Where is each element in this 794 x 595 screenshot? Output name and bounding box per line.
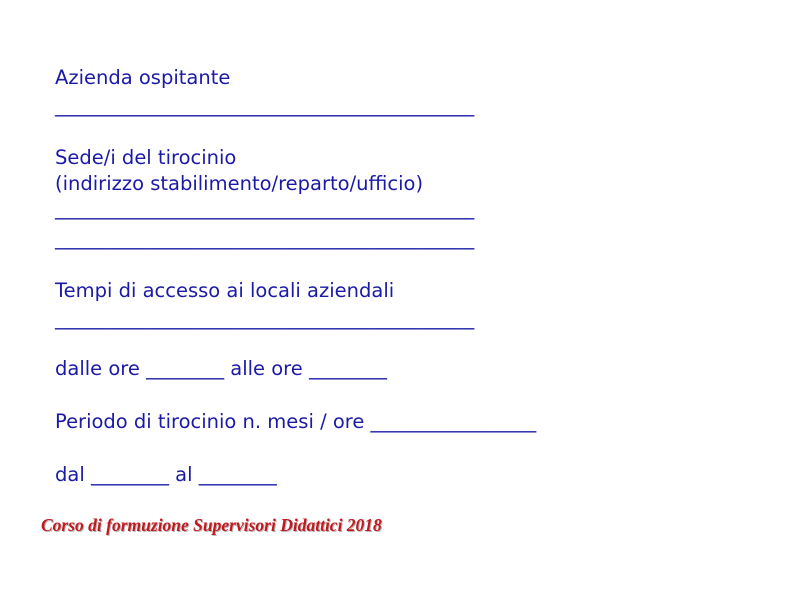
dates-line: dal ________ al ________ — [55, 463, 277, 486]
period-line: Periodo di tirocinio n. mesi / ore _________________ — [55, 410, 537, 433]
site-sublabel: (indirizzo stabilimento/reparto/ufficio) — [55, 172, 424, 195]
access-times-blank: ___________________________________________ — [55, 307, 475, 330]
host-company-blank: ___________________________________________ — [55, 94, 475, 117]
site-label: Sede/i del tirocinio — [55, 146, 237, 169]
access-times-label: Tempi di accesso ai locali aziendali — [55, 279, 395, 302]
course-footer: Corso di formuzione Supervisori Didattici 2018 — [41, 515, 382, 535]
host-company-label: Azienda ospitante — [55, 66, 231, 89]
site-blank-2: ___________________________________________ — [55, 227, 475, 250]
hours-line: dalle ore ________ alle ore ________ — [55, 357, 387, 380]
site-blank-1: ___________________________________________ — [55, 197, 475, 220]
